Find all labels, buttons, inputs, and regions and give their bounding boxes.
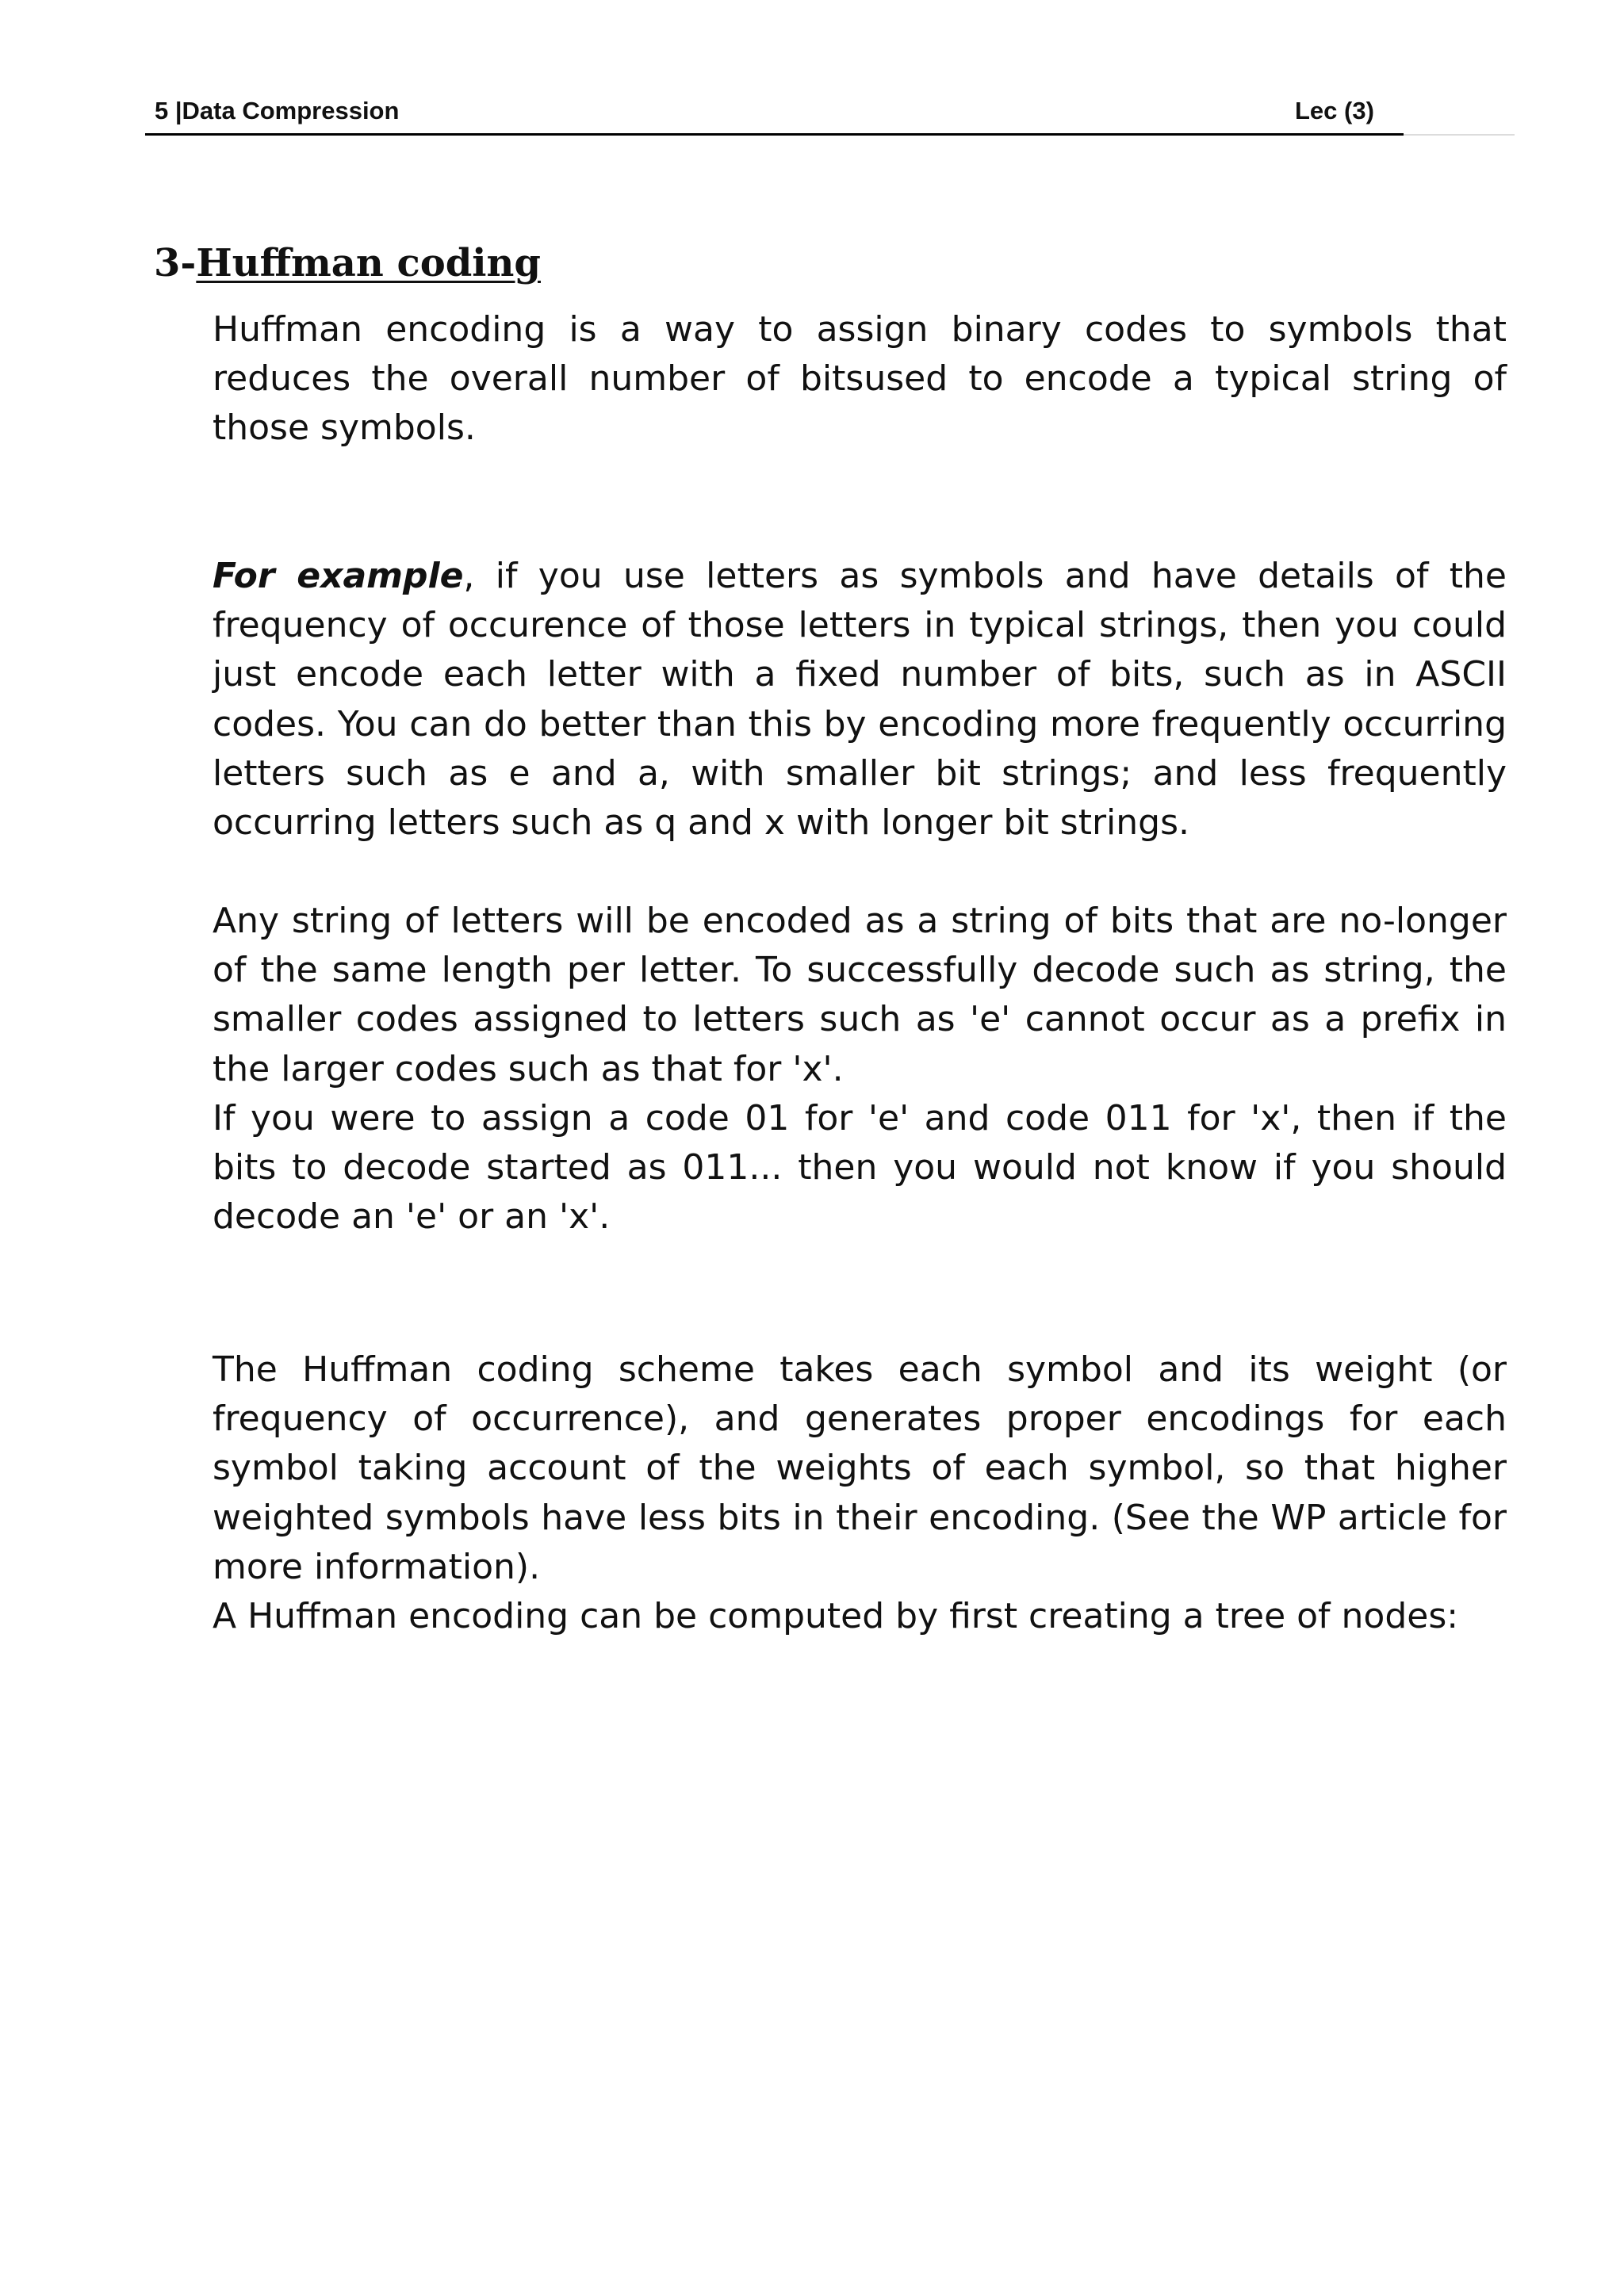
- section-heading: [154, 241, 541, 285]
- prefix-example-paragraph: If you were to assign a code 01 for 'e' and code 011 for 'x', then if the bits to decode started as 011... then you would not know if you should decode an 'e' or an 'x'.: [213, 1098, 1507, 1238]
- section-title: Huffman coding: [196, 241, 541, 285]
- example-lead: For example: [213, 556, 464, 596]
- header-lecture-number: Lec (3): [1295, 97, 1374, 124]
- page-header: [145, 97, 1414, 136]
- scheme-paragraph: The Huffman coding scheme takes each symbol and its weight (or frequency of occurrence), and generates proper encodings for each symbol taking account of the weights of each symbol, so that higher weighted symbols have less bits in their encoding. (See the WP article for more information).: [213, 1349, 1507, 1587]
- prefix-rule-paragraph: Any string of letters will be encoded as a string of bits that are no-longer of the same length per letter. To successfully decode such as string, the smaller codes assigned to letters such as 'e' cannot occur as a prefix in the larger codes such as that for 'x'.: [213, 901, 1507, 1089]
- intro-paragraph: Huffman encoding is a way to assign binary codes to symbols that reduces the overall number of bitsused to encode a typical string of those symbols.: [213, 309, 1507, 449]
- section-number: 3-: [154, 241, 197, 285]
- example-text: , if you use letters as symbols and have details of the frequency of occurence of those letters in typical strings, then you could just encode each letter with a fixed number of bits, such as in ASCII codes. You can do better than this by encoding more frequently occurring letters such as e and a, with smaller bit strings; and less frequently occurring letters such as q and x with longer bit strings.: [213, 556, 1507, 844]
- header-divider-extension: [1404, 134, 1515, 136]
- header-page-title: 5 |Data Compression: [155, 97, 400, 124]
- tree-intro-paragraph: A Huffman encoding can be computed by first creating a tree of nodes:: [213, 1596, 1459, 1636]
- example-paragraph: [213, 552, 1507, 848]
- header-divider: [145, 133, 1404, 136]
